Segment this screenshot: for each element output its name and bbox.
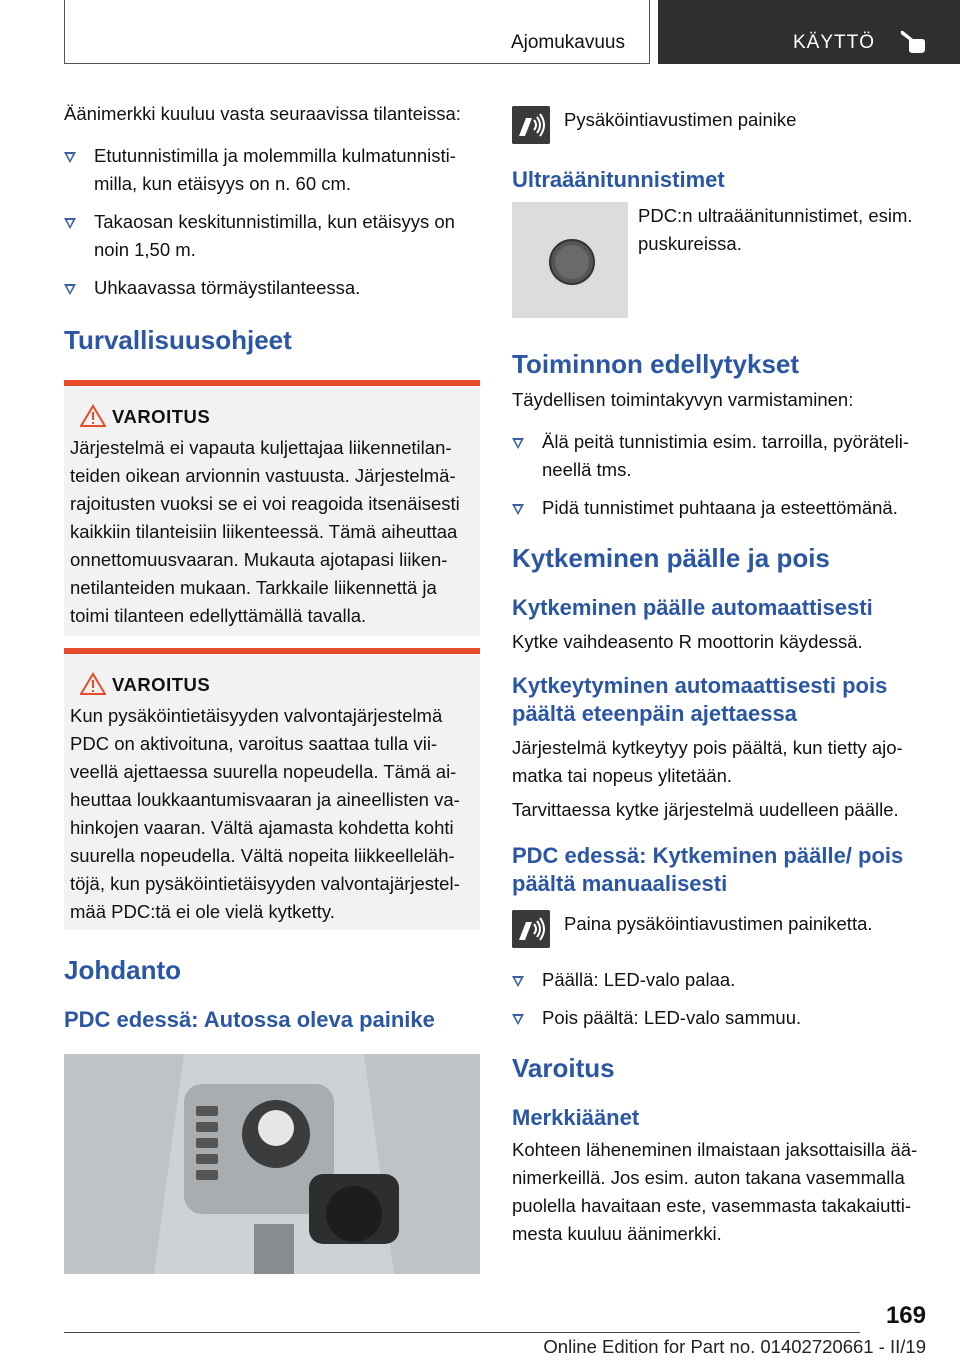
center-console-photo xyxy=(64,1054,480,1274)
manual-heading: PDC edessä: Kytkeminen päälle/ pois päältä manuaalisesti xyxy=(512,843,904,896)
warning-text-2: Kun pysäköintietäisyyden valvontajärjestelmä PDC on aktivoituna, varoitus saattaa tulla vii‐veellä ajettaessa suurella nopeudella. Tämä ai‐heuttaa loukkaantumisvaaran ja aineellisten va‐hinkojen vaaran. Vältä ajamasta kohdetta kohti suurella nopeudella. Vältä nopeita liikkeelleläh‐töjä, kun pysäköintietäisyyden valvontajärjestel‐mää PDC:tä ei ole vielä kytketty. xyxy=(70,705,460,922)
list-item: Takaosan keskitunnistimilla, kun etäisyys on noin 1,50 m. xyxy=(64,208,480,264)
header-chapter-box xyxy=(658,0,960,64)
list-item: Uhkaavassa törmäystilanteessa. xyxy=(64,274,480,302)
auto-on-heading: Kytkeminen päälle automaattisesti xyxy=(512,595,873,620)
warning-heading: Varoitus xyxy=(512,1053,615,1083)
warning-box-2 xyxy=(64,648,480,930)
beep-conditions-list xyxy=(64,142,480,302)
list-item: Pidä tunnistimet puhtaana ja esteettömänä. xyxy=(512,494,942,522)
warning-text-1: Järjestelmä ei vapauta kuljettajaa liikennetilan‐teiden oikean arvionnin vastuusta. Järjestelmä‐rajoitusten vuoksi se ei voi reagoida itsenäisesti kaikkiin tilanteisiin liikenteessä. Tämä aiheuttaa onnettomuusvaaran. Mukauta ajotapasi liiken‐netilanteiden mukaan. Tarkkaile liikennettä ja toimi tilanteen edellyttämällä tavalla. xyxy=(70,437,460,626)
warning-triangle-icon xyxy=(80,404,106,428)
left-column xyxy=(64,100,480,1274)
manual-states-list xyxy=(512,966,942,1032)
section-title: Ajomukavuus xyxy=(510,32,625,53)
requirements-heading: Toiminnon edellytykset xyxy=(512,349,800,379)
auto-off-heading: Kytkeytyminen automaattisesti pois päältä eteenpäin ajettaessa xyxy=(512,673,888,726)
beep-intro: Äänimerkki kuuluu vasta seuraavissa tilanteissa: xyxy=(64,103,461,124)
requirements-intro: Täydellisen toimintakyvyn varmistaminen: xyxy=(512,389,854,410)
footer-divider xyxy=(64,1332,860,1333)
button-heading: PDC edessä: Autossa oleva painike xyxy=(64,1007,435,1032)
beeps-heading: Merkkiäänet xyxy=(512,1105,640,1130)
pdc-button-icon xyxy=(512,106,550,144)
manual-button-row xyxy=(512,910,942,950)
right-column xyxy=(512,100,942,1262)
auto-on-text: Kytke vaihdeasento R moottorin käydessä. xyxy=(512,631,863,652)
sensors-heading: Ultraäänitunnistimet xyxy=(512,167,725,192)
auto-off-text-1: Järjestelmä kytkeytyy pois päältä, kun tietty ajo‐matka tai nopeus ylitetään. xyxy=(512,737,903,786)
hand-pointer-icon xyxy=(895,26,927,54)
warning-box-1 xyxy=(64,380,480,636)
warning-title-2: VAROITUS xyxy=(70,674,474,696)
list-item: Päällä: LED-valo palaa. xyxy=(512,966,942,994)
bullet-triangle-icon xyxy=(64,218,76,229)
safety-heading: Turvallisuusohjeet xyxy=(64,325,292,355)
warning-title-1: VAROITUS xyxy=(70,406,474,428)
list-item: Pois päältä: LED-valo sammuu. xyxy=(512,1004,942,1032)
ultrasonic-sensor-image xyxy=(512,202,628,318)
pdc-button-icon xyxy=(512,910,550,948)
sensors-text: PDC:n ultraäänitunnistimet, esim. puskureissa. xyxy=(638,205,913,254)
bullet-triangle-icon xyxy=(512,1014,524,1025)
requirements-list xyxy=(512,428,942,522)
page-number: 169 xyxy=(885,1302,926,1329)
list-item: Älä peitä tunnistimia esim. tarroilla, pyöräteli‐neellä tms. xyxy=(512,428,942,484)
intro-heading: Johdanto xyxy=(64,955,181,985)
auto-off-text-2: Tarvittaessa kytke järjestelmä uudelleen päälle. xyxy=(512,799,899,820)
chapter-title: KÄYTTÖ xyxy=(793,32,876,53)
list-item: Etutunnistimilla ja molemmilla kulmatunnisti‐milla, kun etäisyys on n. 60 cm. xyxy=(64,142,480,198)
footer-edition: Online Edition for Part no. 01402720661 - II/19 xyxy=(543,1336,926,1357)
pdc-button-row xyxy=(512,106,942,146)
beeps-text: Kohteen läheneminen ilmaistaan jaksottaisilla ää‐nimerkeillä. Jos esim. auton takana vasemmalla puolella havaitaan este, vasemmasta takakaiutti‐mesta kuuluu äänimerkki. xyxy=(512,1139,918,1244)
onoff-heading: Kytkeminen päälle ja pois xyxy=(512,543,830,573)
header-section-box xyxy=(64,0,650,64)
sensors-block xyxy=(512,202,942,324)
bullet-triangle-icon xyxy=(64,284,76,295)
bullet-triangle-icon xyxy=(512,976,524,987)
pdc-button-label: Pysäköintiavustimen painike xyxy=(564,109,797,130)
manual-text: Paina pysäköintiavustimen painiketta. xyxy=(564,913,873,934)
bullet-triangle-icon xyxy=(64,152,76,163)
bullet-triangle-icon xyxy=(512,438,524,449)
warning-triangle-icon xyxy=(80,672,106,696)
bullet-triangle-icon xyxy=(512,504,524,515)
